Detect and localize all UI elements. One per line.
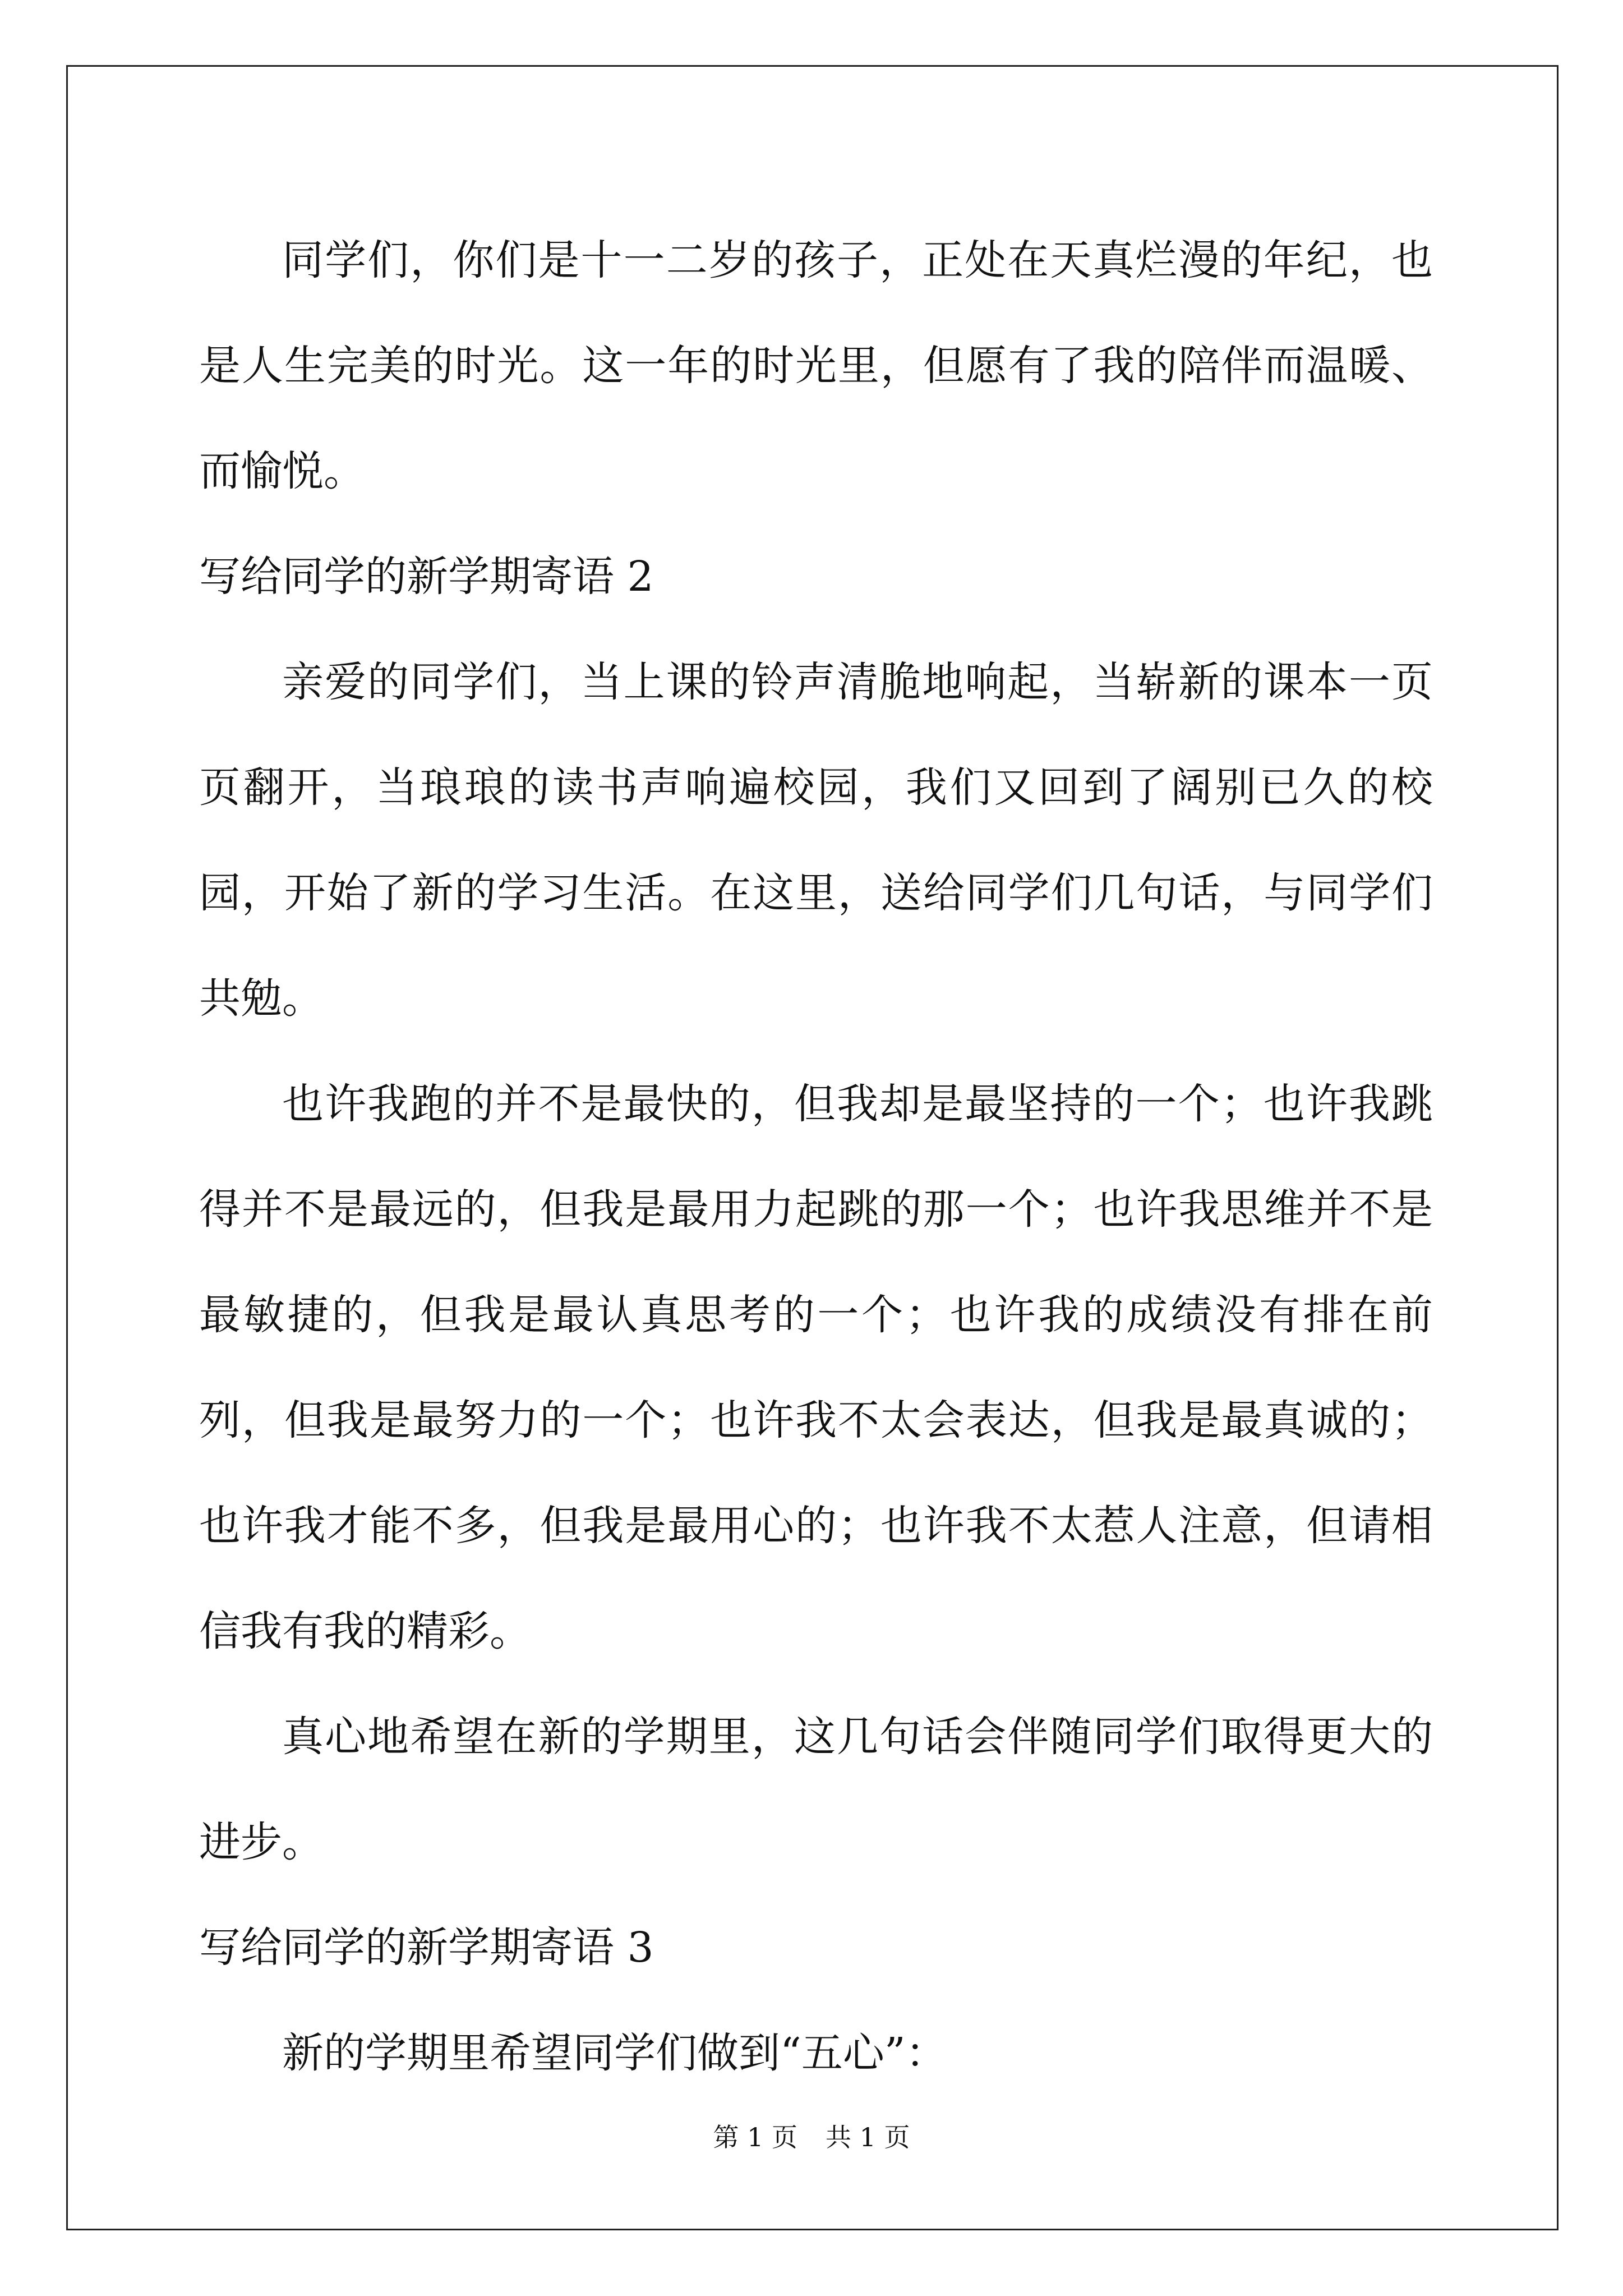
paragraph-greeting: 亲爱的同学们，当上课的铃声清脆地响起，当崭新的课本一页页翻开，当琅琅的读书声响遍校园，我们又回到了阔别已久的校园，开始了新的学习生活。在这里，送给同学们几句话，与同学们共勉。 <box>199 658 1433 1023</box>
section-heading-2: 写给同学的新学期寄语 2 <box>199 553 654 601</box>
paragraph-five-hearts: 新的学期里希望同学们做到“五心”： <box>282 2029 947 2077</box>
section-heading-3: 写给同学的新学期寄语 3 <box>199 1924 654 1972</box>
paragraph-maybe: 也许我跑的并不是最快的，但我却是最坚持的一个；也许我跳得并不是最远的，但我是最用力起跳的那一个；也许我思维并不是最敏捷的，但我是最认真思考的一个；也许我的成绩没有排在前列，但我是最努力的一个；也许我不太会表达，但我是最真诚的；也许我才能不多，但我是最用心的；也许我不太惹人注意，但请相信我有我的精彩。 <box>199 1080 1433 1655</box>
paragraph-intro: 同学们，你们是十一二岁的孩子，正处在天真烂漫的年纪，也是人生完美的时光。这一年的时光里，但愿有了我的陪伴而温暖、而愉悦。 <box>199 236 1433 495</box>
page-number: 第 1 页 <box>713 2122 797 2152</box>
page-total: 共 1 页 <box>826 2122 910 2152</box>
document-body <box>199 208 1433 2106</box>
page-footer <box>0 2120 1623 2154</box>
paragraph-wish: 真心地希望在新的学期里，这几句话会伴随同学们取得更大的进步。 <box>199 1713 1433 1866</box>
